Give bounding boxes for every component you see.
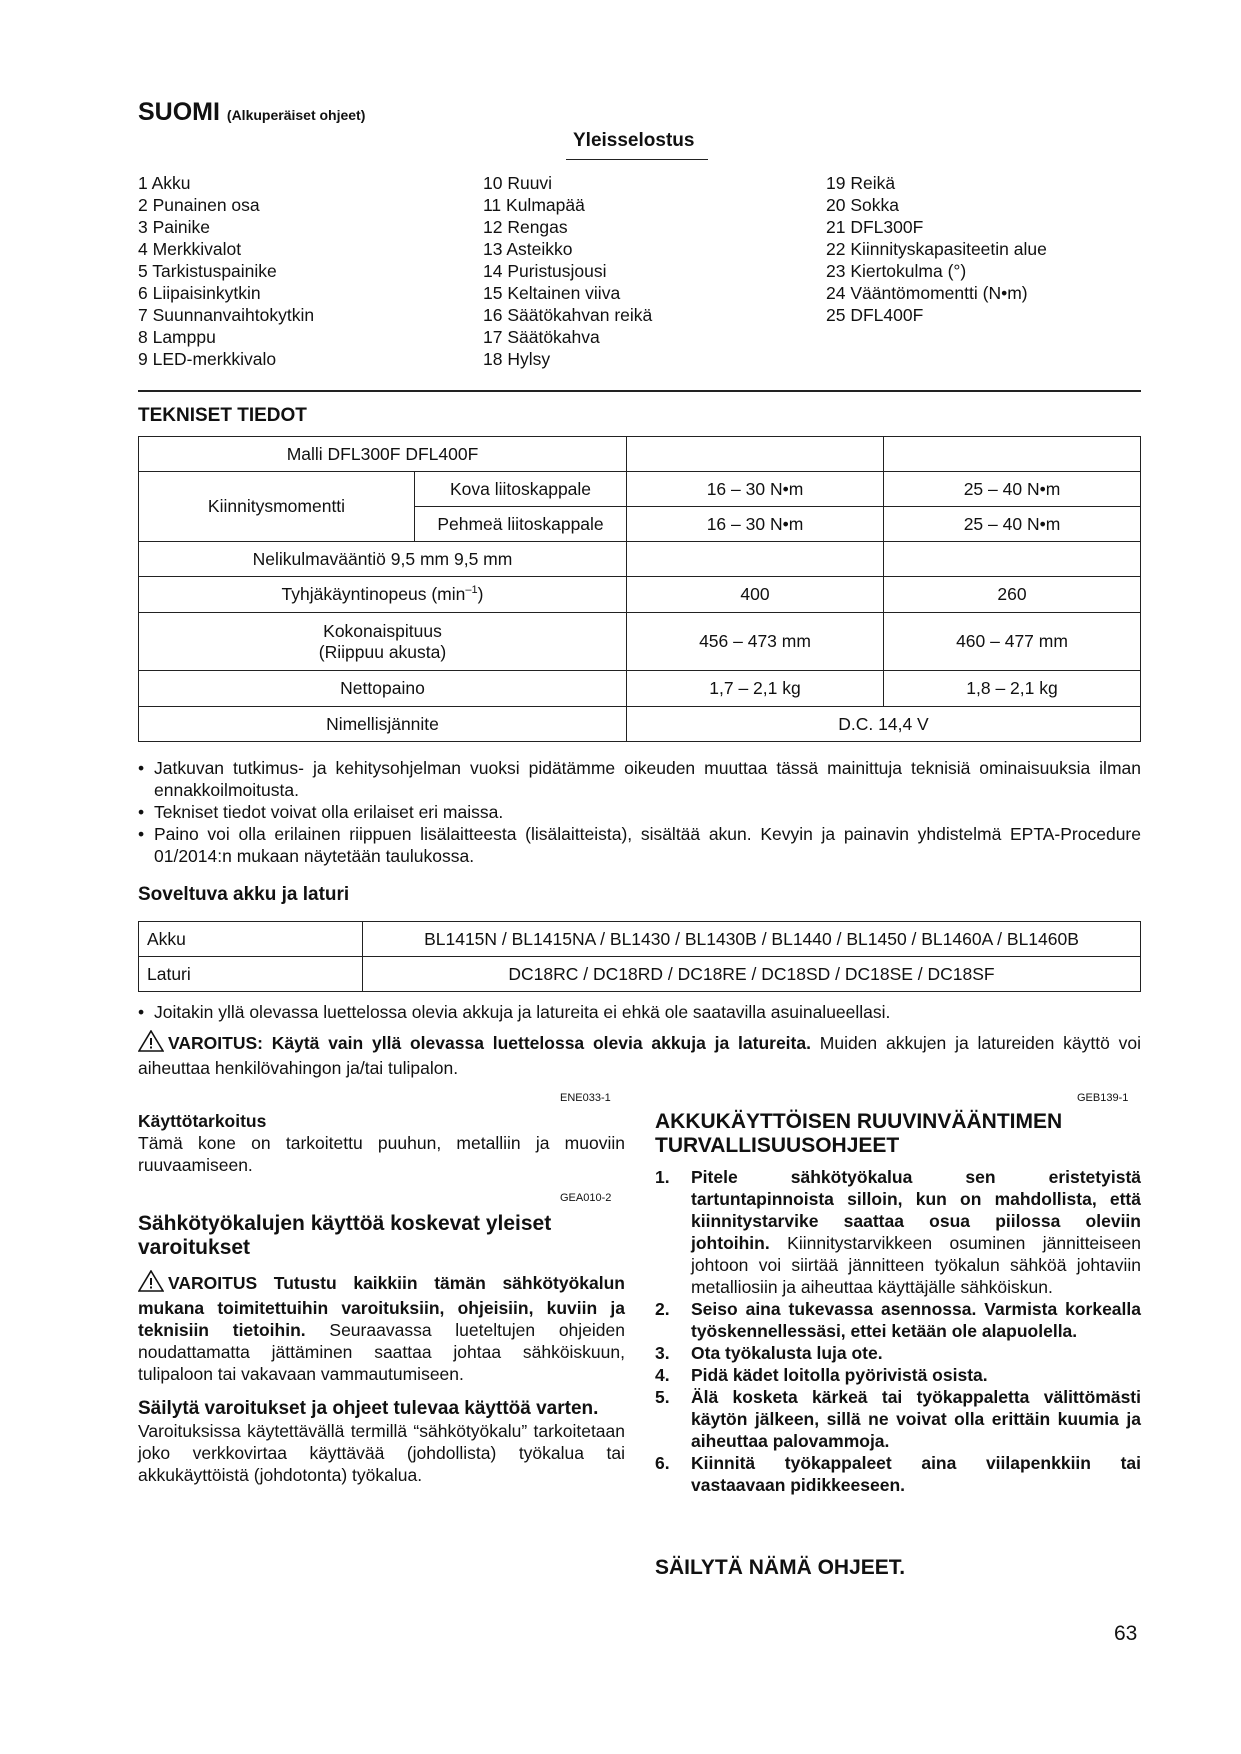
list-item: 6 Liipaisinkytkin xyxy=(138,283,261,303)
warning-icon xyxy=(138,1030,164,1057)
list-item: 7 Suunnanvaihtokytkin xyxy=(138,305,315,325)
general-warning: VAROITUS Tutustu kaikkiin tämän sähkötyökalun mukana toimitettuihin varoituksiin, ohjeisiin, kuviin ja teknisiin tietoihin. Seuraavassa lueteltujen ohjeiden noudattamatta jättäminen saattaa johtaa sähköiskuun, tulipaloon tai vakavaan vammautumiseen. xyxy=(138,1270,625,1385)
specs-table xyxy=(138,436,1141,742)
parts-list-col3 xyxy=(826,172,1047,326)
list-item: 1. Pitele sähkötyökalua sen eristetyistä tartuntapinnoista silloin, kun on mahdollista, että kiinnitystarvike saattaa osua piilossa oleviin johtoihin. Kiinnitystarvikkeen osuminen jännitteiseen johtoon voi siirtää jännitteen työkalun sähköä johtaviin metalliosiin ja aiheuttaa käyttäjälle sähköiskun. xyxy=(655,1167,1141,1297)
list-item: 22 Kiinnityskapasiteetin alue xyxy=(826,239,1047,259)
list-item: 6. Kiinnitä työkappaleet aina viilapenkkiin tai vastaavaan pidikkeeseen. xyxy=(655,1453,1141,1495)
table-row xyxy=(139,922,1141,957)
hard-joint-300: 16 – 30 N•m xyxy=(627,472,884,507)
heading-underline xyxy=(566,159,708,160)
list-item: 5. Älä kosketa kärkeä tai työkappaletta välittömästi käytön jälkeen, sillä ne voivat olla erittäin kuumia ja aiheuttaa palovammoja. xyxy=(655,1387,1141,1451)
doc-code: GEB139-1 xyxy=(1077,1092,1129,1104)
keep-text: Varoituksissa käytettävällä termillä “sähkötyökalu” tarkoitetaan joko verkkovirtaa käyttävää (johdollista) työkalua tai akkukäyttöistä (johdotonta) työkalua. xyxy=(138,1421,625,1485)
keep-these-instructions: SÄILYTÄ NÄMÄ OHJEET. xyxy=(655,1556,906,1579)
list-item: 3 Painike xyxy=(138,217,210,237)
intended-title: Käyttötarkoitus xyxy=(138,1111,267,1131)
list-item: • Joitakin yllä olevassa luettelossa olevia akkuja ja latureita ei ehkä ole saatavilla asuinalueellasi. xyxy=(138,1001,1141,1023)
list-item: 21 DFL300F xyxy=(826,217,924,237)
safety-list xyxy=(655,1166,1141,1496)
language-note: (Alkuperäiset ohjeet) xyxy=(226,107,366,123)
weight-label: Nettopaino xyxy=(139,671,627,707)
list-item: 12 Rengas xyxy=(483,217,568,237)
list-item: 9 LED-merkkivalo xyxy=(138,349,277,369)
warning-icon xyxy=(138,1270,164,1297)
list-item: 18 Hylsy xyxy=(483,349,551,369)
list-item: • Tekniset tiedot voivat olla erilaiset eri maissa. xyxy=(138,801,1141,823)
list-item: 3. Ota työkalusta luja ote. xyxy=(655,1343,883,1363)
model-label: Malli DFL300F DFL400F xyxy=(139,437,627,472)
keep-title: Säilytä varoitukset ja ohjeet tulevaa käyttöä varten. xyxy=(138,1398,599,1419)
language-label: SUOMI xyxy=(138,98,220,126)
charger-models: DC18RC / DC18RD / DC18RE / DC18SD / DC18SE / DC18SF xyxy=(363,957,1141,992)
soft-joint-300: 16 – 30 N•m xyxy=(627,507,884,542)
list-item: 24 Vääntömomentti (N•m) xyxy=(826,283,1028,303)
table-row xyxy=(139,957,1141,992)
voltage-label: Nimellisjännite xyxy=(139,707,627,742)
battery-table xyxy=(138,921,1141,992)
list-item: 11 Kulmapää xyxy=(483,195,585,215)
no-load-speed-label: Tyhjäkäyntinopeus $(\min^{-1})$ xyxy=(139,577,627,613)
weight-400: 1,8 – 2,1 kg xyxy=(884,671,1141,707)
battery-models: BL1415N / BL1415NA / BL1430 / BL1430B / BL1440 / BL1450 / BL1460A / BL1460B xyxy=(363,922,1141,957)
square-drive: Nelikulmavääntiö 9,5 mm 9,5 mm xyxy=(139,542,627,577)
safety-title: AKKUKÄYTTÖISEN RUUVINVÄÄNTIMEN TURVALLISUUSOHJEET xyxy=(655,1110,1063,1157)
list-item: 10 Ruuvi xyxy=(483,173,553,193)
weight-300: 1,7 – 2,1 kg xyxy=(627,671,884,707)
list-item: 20 Sokka xyxy=(826,195,899,215)
table-row xyxy=(139,542,1141,577)
specs-title: TEKNISET TIEDOT xyxy=(138,405,307,426)
soft-joint-label: Pehmeä liitoskappale xyxy=(415,507,627,542)
hard-joint-400: 25 – 40 N•m xyxy=(884,472,1141,507)
torque-label: Kiinnitysmomentti xyxy=(139,472,415,542)
parts-list-col1 xyxy=(138,172,314,370)
section-title: Yleisselostus xyxy=(573,130,695,151)
table-row xyxy=(139,613,1141,671)
list-item: • Paino voi olla erilainen riippuen lisälaitteesta (lisälaitteista), sisältää akun. Kevyin ja painavin yhdistelmä EPTA-Procedure 01/2014:n mukaan näytetään taulukossa. xyxy=(138,823,1141,867)
spec-notes xyxy=(138,757,1141,867)
list-item: 4. Pidä kädet loitolla pyörivistä osista. xyxy=(655,1365,988,1385)
doc-code: GEA010-2 xyxy=(560,1192,612,1204)
doc-code: ENE033-1 xyxy=(560,1092,611,1104)
keep-instructions xyxy=(138,1398,625,1486)
list-item: • Jatkuvan tutkimus- ja kehitysohjelman vuoksi pidätämme oikeuden muuttaa tässä mainittuja teknisiä ominaisuuksia ilman ennakkoilmoitusta. xyxy=(138,757,1141,801)
list-item: 8 Lamppu xyxy=(138,327,216,347)
hard-joint-label: Kova liitoskappale xyxy=(415,472,627,507)
list-item: 1 Akku xyxy=(138,173,191,193)
length-label: Kokonaispituus (Riippuu akusta) xyxy=(139,613,627,671)
soft-joint-400: 25 – 40 N•m xyxy=(884,507,1141,542)
charger-label: Laturi xyxy=(139,957,363,992)
table-row xyxy=(139,437,1141,472)
list-item: 5 Tarkistuspainike xyxy=(138,261,277,281)
battery-title: Soveltuva akku ja laturi xyxy=(138,884,350,905)
list-item: 19 Reikä xyxy=(826,173,896,193)
list-item: 13 Asteikko xyxy=(483,239,573,259)
length-400: 460 – 477 mm xyxy=(884,613,1141,671)
list-item: 4 Merkkivalot xyxy=(138,239,242,259)
list-item: 2. Seiso aina tukevassa asennossa. Varmista korkealla työskennellessäsi, ettei ketään ole alapuolella. xyxy=(655,1299,1141,1341)
speed-400: 260 xyxy=(884,577,1141,613)
list-item: 17 Säätökahva xyxy=(483,327,600,347)
intended-use xyxy=(138,1110,625,1176)
table-row xyxy=(139,707,1141,742)
speed-300: 400 xyxy=(627,577,884,613)
battery-warning: VAROITUS: Käytä vain yllä olevassa luettelossa olevia akkuja ja latureita. Muiden akkujen ja latureiden käyttö voi aiheuttaa henkilövahingon ja/tai tulipalon. xyxy=(138,1030,1141,1079)
language-title xyxy=(138,98,365,127)
intended-text: Tämä kone on tarkoitettu puuhun, metalliin ja muoviin ruuvaamiseen. xyxy=(138,1133,625,1175)
divider xyxy=(138,390,1141,392)
voltage-value: D.C. 14,4 V xyxy=(627,707,1141,742)
table-row xyxy=(139,472,1141,507)
battery-label: Akku xyxy=(139,922,363,957)
list-item: 16 Säätökahvan reikä xyxy=(483,305,653,325)
list-item: 14 Puristusjousi xyxy=(483,261,607,281)
general-warnings-title: Sähkötyökalujen käyttöä koskevat yleiset varoitukset xyxy=(138,1212,552,1259)
table-row xyxy=(139,577,1141,613)
length-300: 456 – 473 mm xyxy=(627,613,884,671)
list-item: 2 Punainen osa xyxy=(138,195,260,215)
table-row xyxy=(139,671,1141,707)
page-number: 63 xyxy=(1114,1622,1138,1645)
battery-note xyxy=(138,1001,1141,1023)
parts-list-col2 xyxy=(483,172,652,370)
list-item: 25 DFL400F xyxy=(826,305,924,325)
list-item: 15 Keltainen viiva xyxy=(483,283,621,303)
list-item: 23 Kiertokulma (°) xyxy=(826,261,967,281)
